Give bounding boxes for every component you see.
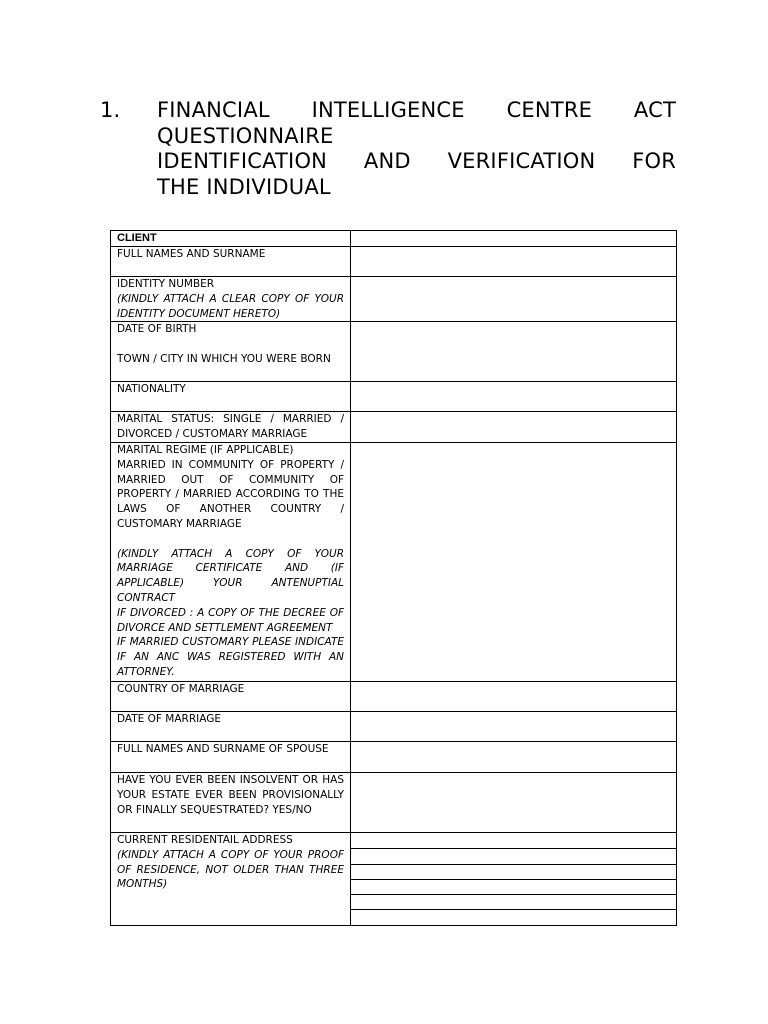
identity-number-cell (111, 277, 351, 322)
marriage-certificate-note: (KINDLY ATTACH A COPY OF YOUR MARRIAGE CERTIFICATE AND (IF APPLICABLE) YOUR ANTENUPTIAL CONTRACT (117, 547, 344, 604)
table-row (111, 247, 677, 277)
heading-line-3: IDENTIFICATION AND VERIFICATION FOR (157, 149, 676, 173)
section-number: 1. (100, 98, 121, 122)
marital-regime-answer-cell[interactable] (351, 442, 677, 681)
date-of-birth-label: DATE OF BIRTH (117, 323, 197, 336)
marital-regime-cell (111, 442, 351, 681)
address-line-3[interactable] (351, 864, 676, 879)
nationality-answer-cell[interactable] (351, 382, 677, 412)
nationality-label: NATIONALITY (111, 382, 351, 412)
residential-address-cell (111, 832, 351, 925)
address-line-4[interactable] (351, 879, 676, 894)
table-row (111, 412, 677, 443)
marital-regime-label: MARITAL REGIME (IF APPLICABLE) (117, 443, 294, 456)
table-row (111, 741, 677, 772)
address-line-2[interactable] (351, 848, 676, 863)
heading-line-4: THE INDIVIDUAL (157, 174, 331, 199)
table-row (111, 681, 677, 711)
table-row (111, 277, 677, 322)
marital-status-answer-cell[interactable] (351, 412, 677, 443)
table-row (111, 442, 677, 681)
table-row (111, 711, 677, 741)
identity-number-label: IDENTITY NUMBER (117, 278, 215, 290)
country-of-marriage-label: COUNTRY OF MARRIAGE (111, 681, 351, 711)
address-line-5[interactable] (351, 894, 676, 909)
country-of-marriage-answer-cell[interactable] (351, 681, 677, 711)
client-questionnaire-table (110, 230, 677, 926)
date-of-marriage-label: DATE OF MARRIAGE (111, 711, 351, 741)
residential-address-label: CURRENT RESIDENTAIL ADDRESS (117, 833, 293, 846)
document-heading (100, 98, 676, 200)
customary-marriage-note: IF MARRIED CUSTOMARY PLEASE INDICATE IF AN ANC WAS REGISTERED WITH AN ATTORNEY. (117, 636, 344, 678)
date-of-birth-cell (111, 322, 351, 382)
birth-place-label: TOWN / CITY IN WHICH YOU WERE BORN (117, 352, 331, 365)
marital-regime-options: MARRIED IN COMMUNITY OF PROPERTY / MARRIED OUT OF COMMUNITY OF PROPERTY / MARRIED ACCORDING TO THE LAWS OF ANOTHER COUNTRY / CUSTOMARY MARRIAGE (117, 458, 344, 530)
address-line-6[interactable] (351, 909, 676, 924)
table-row (111, 382, 677, 412)
table-row (111, 832, 677, 925)
identity-document-note: (KINDLY ATTACH A CLEAR COPY OF YOUR IDENTITY DOCUMENT HERETO) (117, 292, 344, 320)
spouse-names-label: FULL NAMES AND SURNAME OF SPOUSE (111, 741, 351, 772)
insolvency-label: HAVE YOU EVER BEEN INSOLVENT OR HAS YOUR ESTATE EVER BEEN PROVISIONALLY OR FINALLY SEQUESTRATED? YES/NO (111, 772, 351, 832)
divorce-note: IF DIVORCED : A COPY OF THE DECREE OF DIVORCE AND SETTLEMENT AGREEMENT (117, 606, 344, 634)
date-of-birth-answer-cell[interactable] (351, 322, 677, 382)
address-line-1[interactable] (351, 833, 676, 848)
heading-lines (157, 98, 676, 200)
address-lines (351, 833, 676, 925)
proof-of-residence-note: (KINDLY ATTACH A COPY OF YOUR PROOF OF RESIDENCE, NOT OLDER THAN THREE MONTHS) (117, 848, 344, 891)
date-of-marriage-answer-cell[interactable] (351, 711, 677, 741)
full-names-label: FULL NAMES AND SURNAME (111, 247, 351, 277)
table-row (111, 231, 677, 247)
table-row (111, 322, 677, 382)
insolvency-answer-cell[interactable] (351, 772, 677, 832)
client-header-answer-cell[interactable] (351, 231, 677, 247)
residential-address-answer-cell (351, 832, 677, 925)
identity-number-answer-cell[interactable] (351, 277, 677, 322)
full-names-answer-cell[interactable] (351, 247, 677, 277)
heading-line-1: FINANCIAL INTELLIGENCE CENTRE ACT (157, 98, 676, 122)
marital-status-label: MARITAL STATUS: SINGLE / MARRIED / DIVORCED / CUSTOMARY MARRIAGE (111, 412, 351, 443)
spouse-names-answer-cell[interactable] (351, 741, 677, 772)
client-header: CLIENT (111, 231, 351, 247)
table-row (111, 772, 677, 832)
heading-line-2: QUESTIONNAIRE (157, 123, 334, 148)
